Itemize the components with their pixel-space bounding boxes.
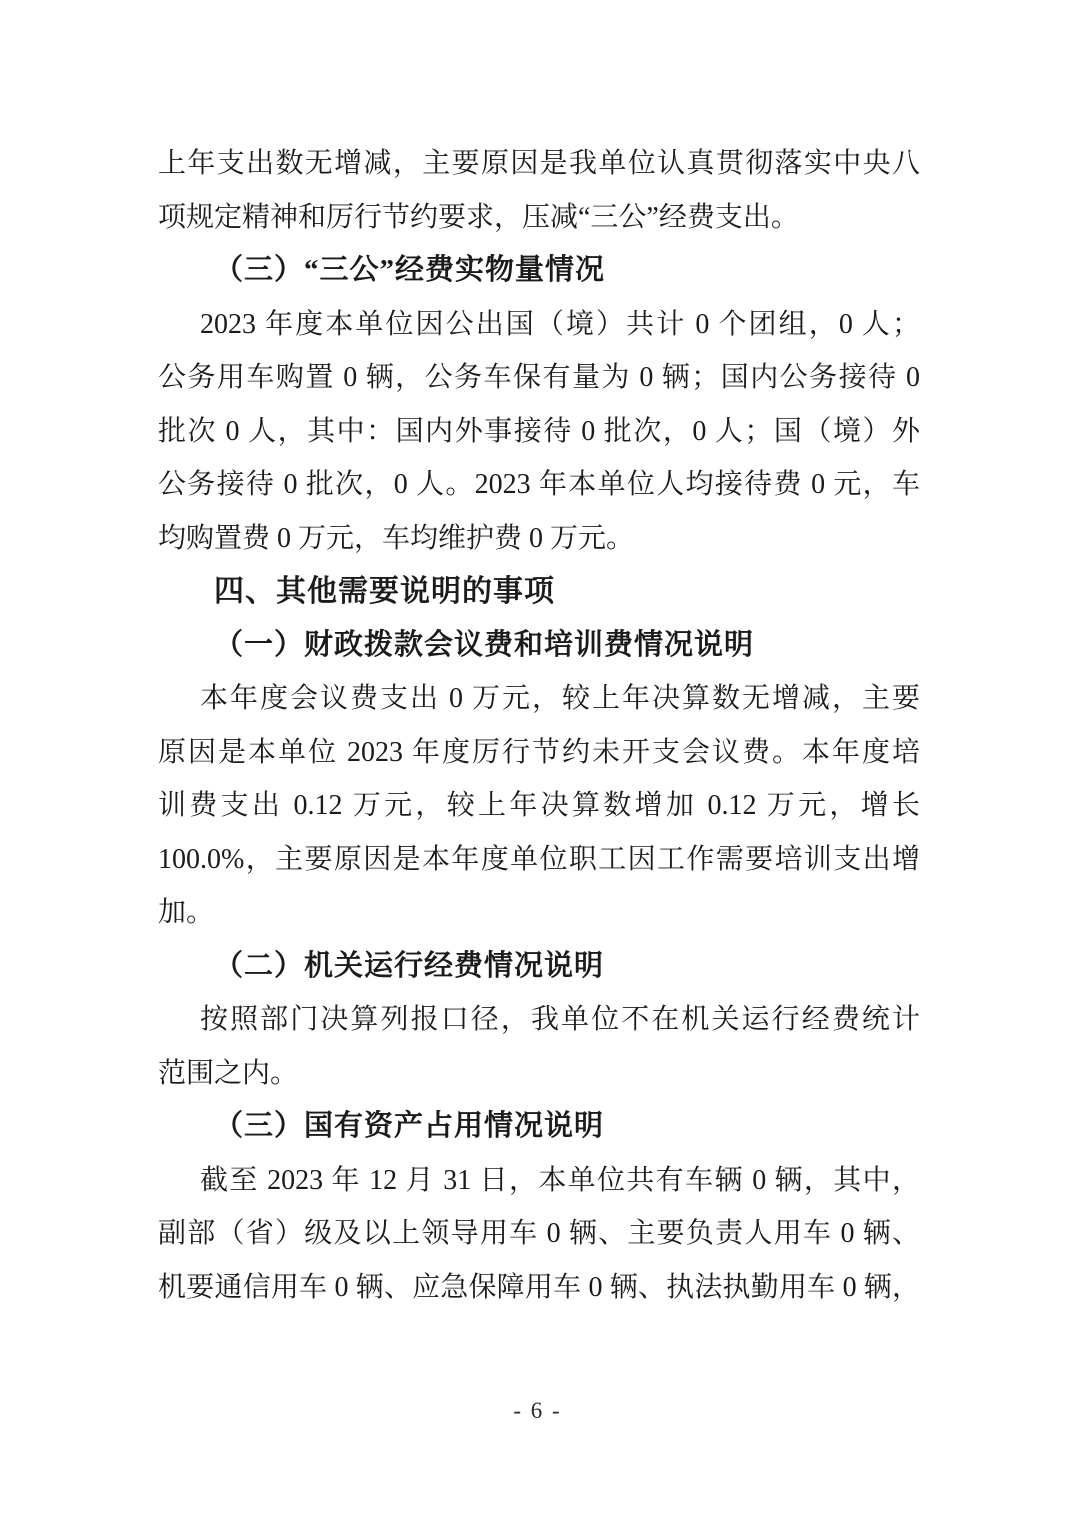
text-line: （三）“三公”经费实物量情况 (214, 254, 606, 286)
text-line: 批次 0 人，其中：国内外事接待 0 批次，0 人；国（境）外 (158, 415, 920, 447)
text-line: （一）财政拨款会议费和培训费情况说明 (214, 628, 755, 661)
text-line: 按照部门决算列报口径，我单位不在机关运行经费统计 (200, 1004, 920, 1035)
text-line: 公务接待 0 批次，0 人。2023 年本单位人均接待费 0 元，车 (158, 469, 920, 500)
text-line: 上年支出数无增减，主要原因是我单位认真贯彻落实中央八 (158, 148, 920, 179)
text-line: 训费支出 0.12 万元，较上年决算数增加 0.12 万元，增长 (158, 790, 920, 821)
text-line: 范围之内。 (158, 1057, 299, 1089)
text-line: （二）机关运行经费情况说明 (214, 949, 605, 982)
text-line: 机要通信用车 0 辆、应急保障用车 0 辆、执法执勤用车 0 辆， (158, 1271, 920, 1303)
text-line: 四、其他需要说明的事项 (214, 575, 555, 608)
text-line: 公务用车购置 0 辆，公务车保有量为 0 辆；国内公务接待 0 (158, 362, 920, 393)
text-line: 均购置费 0 万元，车均维护费 0 万元。 (158, 522, 635, 554)
heading-sangong-physical-quantity (158, 244, 920, 298)
heading-meeting-training-fees (158, 619, 920, 673)
paragraph-organ-operating-expenses (158, 993, 920, 1100)
paragraph-sangong-physical-quantity (158, 298, 920, 566)
text-line: （三）国有资产占用情况说明 (214, 1110, 605, 1142)
text-line: 截至 2023 年 12 月 31 日，本单位共有车辆 0 辆，其中， (200, 1164, 920, 1196)
document-body (158, 137, 920, 1314)
text-line: 2023 年度本单位因公出国（境）共计 0 个团组，0 人； (200, 308, 920, 340)
heading-other-items (158, 565, 920, 619)
text-line: 项规定精神和厉行节约要求，压减“三公”经费支出。 (158, 201, 799, 233)
paragraph-meeting-training-fees (158, 672, 920, 940)
paragraph-state-assets-occupancy (158, 1154, 920, 1315)
page-number: - 6 - (513, 1398, 562, 1423)
text-line: 副部（省）级及以上领导用车 0 辆、主要负责人用车 0 辆、 (158, 1218, 920, 1249)
paragraph-sangong-change-reason (158, 137, 920, 244)
heading-organ-operating-expenses (158, 940, 920, 994)
text-line: 加。 (158, 897, 215, 928)
text-line: 100.0%，主要原因是本年度单位职工因工作需要培训支出增 (158, 843, 920, 875)
text-line: 本年度会议费支出 0 万元，较上年决算数无增减，主要 (200, 683, 920, 714)
text-line: 原因是本单位 2023 年度厉行节约未开支会议费。本年度培 (158, 736, 920, 768)
heading-state-assets-occupancy (158, 1100, 920, 1154)
